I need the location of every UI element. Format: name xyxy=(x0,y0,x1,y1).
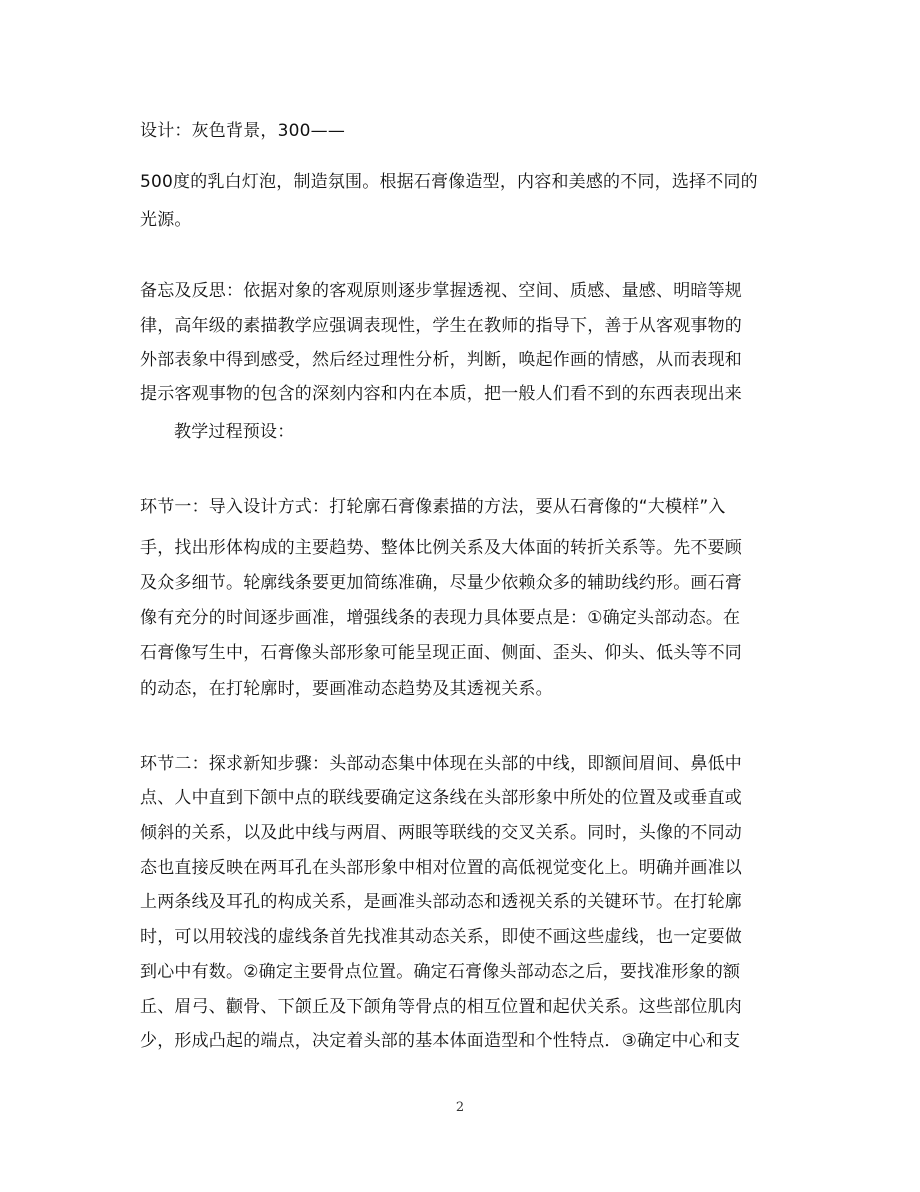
step2-line-4: 态也直接反映在两耳孔在头部形象中相对位置的高低视觉变化上。明确并画准以 xyxy=(140,858,742,878)
step2-line-3: 倾斜的关系，以及此中线与两眉、两眼等联线的交叉关系。同时，头像的不同动 xyxy=(140,823,742,843)
step2-line-5: 上两条线及耳孔的构成关系，是画准头部动态和透视关系的关键环节。在打轮廓 xyxy=(140,892,742,912)
step1-line-3: 及众多细节。轮廓线条要更加简练准确，尽量少依赖众多的辅助线约形。画石膏 xyxy=(140,573,742,593)
memo-line-4: 提示客观事物的包含的深刻内容和内在本质，把一般人们看不到的东西表现出来 xyxy=(140,384,742,404)
step2-line-8: 丘、眉弓、颧骨、下颌丘及下颌角等骨点的相互位置和起伏关系。这些部位肌肉 xyxy=(140,997,742,1017)
step2-line-9: 少，形成凸起的端点，决定着头部的基本体面造型和个性特点．③确定中心和支 xyxy=(140,1031,741,1051)
process-heading: 教学过程预设： xyxy=(174,422,295,442)
step1-line-2: 手，找出形体构成的主要趋势、整体比例关系及大体面的转折关系等。先不要顾 xyxy=(140,538,742,558)
step2-line-2: 点、人中直到下颌中点的联线要确定这条线在头部形象中所处的位置及或垂直或 xyxy=(140,788,742,808)
step1-line-5: 石膏像写生中，石膏像头部形象可能呈现正面、侧面、歪头、仰头、低头等不同 xyxy=(140,643,742,663)
memo-line-1: 备忘及反思：依据对象的客观原则逐步掌握透视、空间、质感、量感、明暗等规 xyxy=(140,281,742,301)
step2-line-1: 环节二：探求新知步骤：头部动态集中体现在头部的中线，即额间眉间、鼻低中 xyxy=(140,754,742,774)
design-line-1: 设计：灰色背景，300—— xyxy=(140,121,346,141)
design-line-2: 500度的乳白灯泡，制造氛围。根据石膏像造型，内容和美感的不同，选择不同的 xyxy=(140,172,758,192)
step1-line-1: 环节一：导入设计方式：打轮廓石膏像素描的方法，要从石膏像的“大模样”入 xyxy=(140,497,726,517)
memo-line-3: 外部表象中得到感受，然后经过理性分析，判断，唤起作画的情感，从而表现和 xyxy=(140,350,742,370)
step2-line-7: 到心中有数。②确定主要骨点位置。确定石膏像头部动态之后，要找准形象的额 xyxy=(140,962,741,982)
step1-line-6: 的动态，在打轮廓时，要画准动态趋势及其透视关系。 xyxy=(140,679,553,699)
step1-line-4: 像有充分的时间逐步画准，增强线条的表现力具体要点是：①确定头部动态。在 xyxy=(140,608,741,628)
design-line-3: 光源。 xyxy=(140,210,192,230)
memo-line-2: 律，高年级的素描教学应强调表现性，学生在教师的指导下，善于从客观事物的 xyxy=(140,316,742,336)
step2-line-6: 时，可以用较浅的虚线条首先找准其动态关系，即使不画这些虚线，也一定要做 xyxy=(140,927,742,947)
page-number: 2 xyxy=(455,1100,465,1115)
